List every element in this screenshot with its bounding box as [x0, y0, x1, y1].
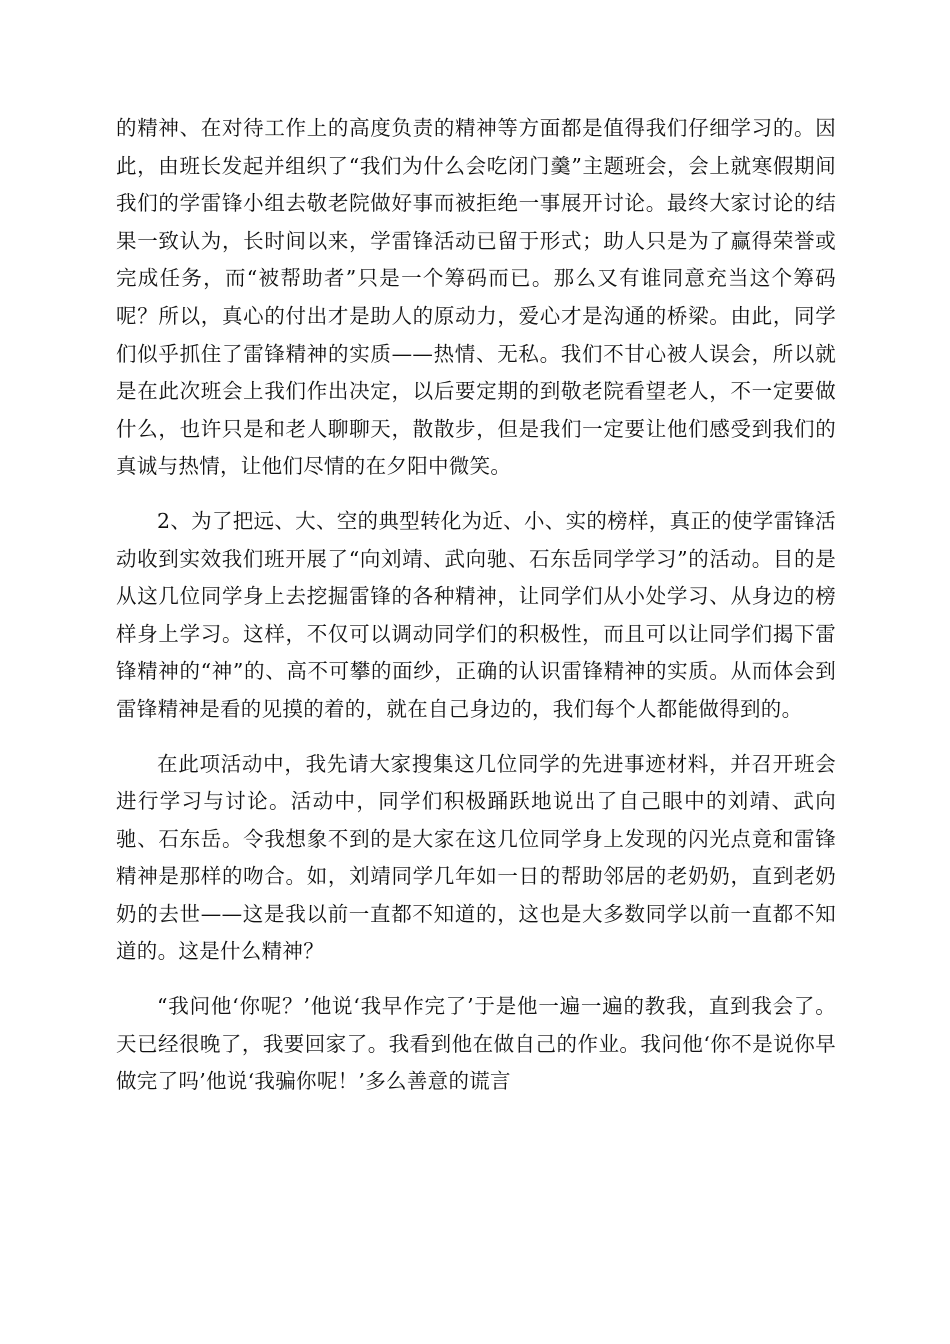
paragraph-4: “我问他‘你呢？’他说‘我早作完了’于是他一遍一遍的教我，直到我会了。天已经很晚了，我要回家了。我看到他在做自己的作业。我问他‘你不是说你早做完了吗’他说‘我骗你呢！’多么善意的谎言 [116, 994, 836, 1094]
paragraph-1: 的精神、在对待工作上的高度负责的精神等方面都是值得我们仔细学习的。因此，由班长发起并组织了“我们为什么会吃闭门羹”主题班会，会上就寒假期间我们的学雷锋小组去敬老院做好事而被拒绝一事展开讨论。最终大家讨论的结果一致认为，长时间以来，学雷锋活动已留于形式；助人只是为了赢得荣誉或完成任务，而“被帮助者”只是一个筹码而已。那么又有谁同意充当这个筹码呢？所以，真心的付出才是助人的原动力，爱心才是沟通的桥梁。由此，同学们似乎抓住了雷锋精神的实质——热情、无私。我们不甘心被人误会，所以就是在此次班会上我们作出决定，以后要定期的到敬老院看望老人，不一定要做什么，也许只是和老人聊聊天，散散步，但是我们一定要让他们感受到我们的真诚与热情，让他们尽情的在夕阳中微笑。 [116, 116, 836, 479]
paragraph-3: 在此项活动中，我先请大家搜集这几位同学的先进事迹材料，并召开班会进行学习与讨论。活动中，同学们积极踊跃地说出了自己眼中的刘靖、武向驰、石东岳。令我想象不到的是大家在这几位同学身上发现的闪光点竟和雷锋精神是那样的吻合。如，刘靖同学几年如一日的帮助邻居的老奶奶，直到老奶奶的去世——这是我以前一直都不知道的，这也是大多数同学以前一直都不知道的。这是什么精神？ [116, 751, 836, 964]
document-body [116, 110, 836, 1118]
paragraph-2: 2、为了把远、大、空的典型转化为近、小、实的榜样，真正的使学雷锋活动收到实效我们班开展了“向刘靖、武向驰、石东岳同学学习”的活动。目的是从这几位同学身上去挖掘雷锋的各种精神，让同学们从小处学习、从身边的榜样身上学习。这样，不仅可以调动同学们的积极性，而且可以让同学们揭下雷锋精神的“神”的、高不可攀的面纱，正确的认识雷锋精神的实质。从而体会到雷锋精神是看的见摸的着的，就在自己身边的，我们每个人都能做得到的。 [116, 508, 836, 721]
